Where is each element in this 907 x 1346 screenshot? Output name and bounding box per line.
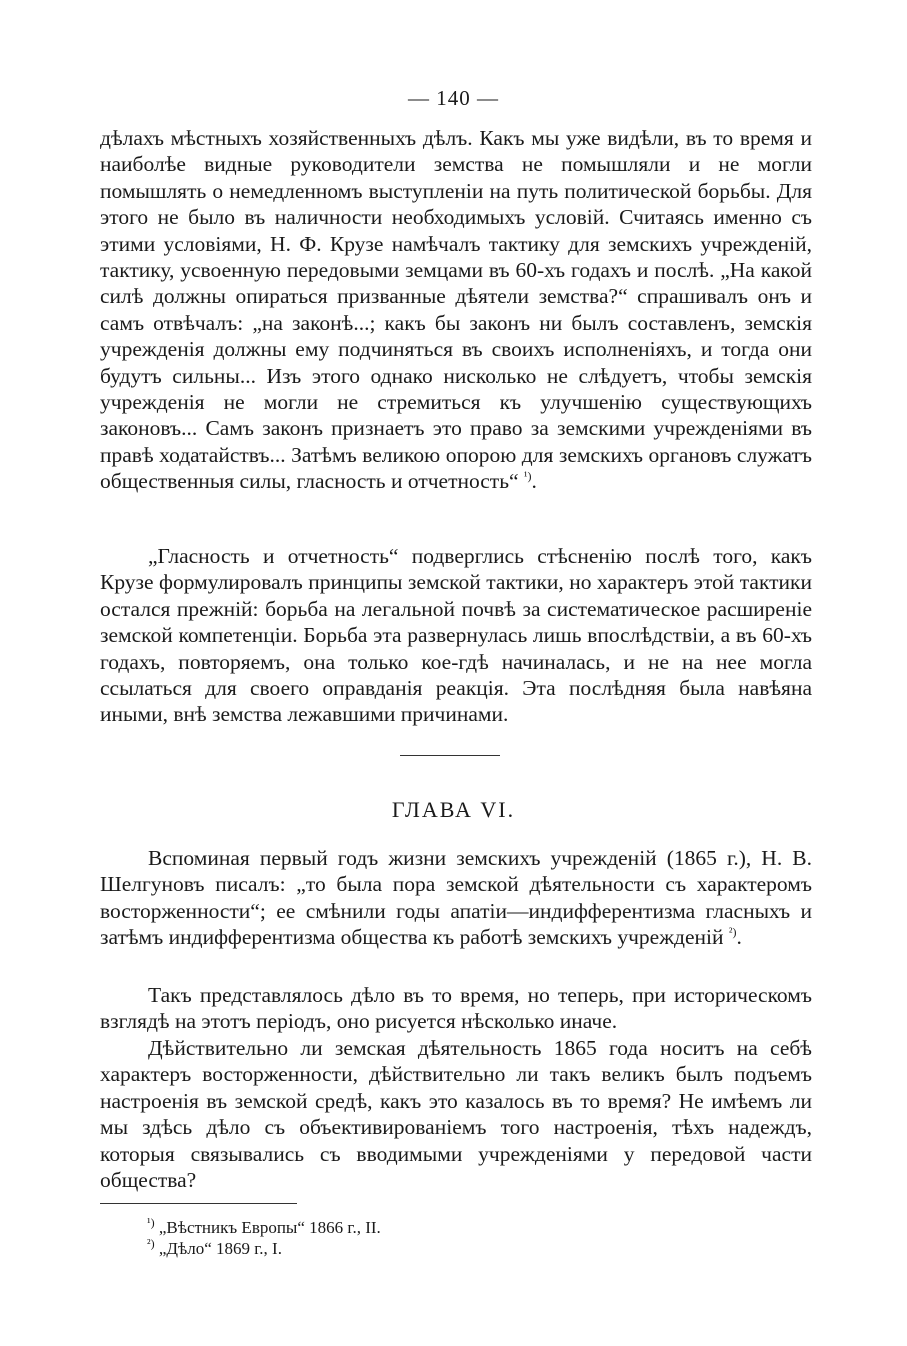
paragraph-text: Вспоминая первый годъ жизни земскихъ учрежденій (1865 г.), Н. В. Шелгуновъ писалъ: „то была пора земской дѣятельности съ характеромъ восторженности“; ее смѣнили годы апатіи—индифферентизма гласныхъ и затѣмъ индифферентизма общества къ работѣ земскихъ учрежденій — [100, 846, 812, 950]
chapter-divider — [400, 755, 500, 756]
footnote — [147, 1236, 282, 1259]
paragraph: Такъ представлялось дѣло въ то время, но теперь, при историческомъ взглядѣ на этотъ періодъ, оно рисуется нѣсколько иначе. — [100, 983, 812, 1034]
paragraph: Дѣйствительно ли земская дѣятельность 1865 года носитъ на себѣ характеръ восторженности, дѣйствительно ли такъ великъ былъ подъемъ настроенія въ земской средѣ, какъ это казалось въ то время? Не имѣемъ ли мы здѣсь дѣло съ объективированіемъ того настроенія, тѣхъ надеждъ, которыя связывались съ вводимыми учрежденіями у передовой части общества? — [100, 1036, 812, 1193]
footnote — [147, 1215, 381, 1238]
paragraph-end: . — [736, 925, 742, 950]
footnote-divider — [100, 1203, 297, 1204]
footnote-ref[interactable]: ²) — [728, 925, 737, 940]
paragraph-continued — [100, 125, 812, 495]
footnote-mark: ¹) — [147, 1215, 155, 1230]
footnote-mark: ²) — [147, 1236, 155, 1251]
paragraph: „Гласность и отчетность“ подверглись стѣсненію послѣ того, какъ Крузе формулировалъ принципы земской тактики, но характеръ этой тактики остался прежній: борьба на легальной почвѣ за систематическое расширеніе земской компетенціи. Борьба эта развернулась лишь впослѣдствіи, а въ 60-хъ годахъ, повторяемъ, она только кое-гдѣ начиналась, и не на нее могла ссылаться для своего оправданія реакція. Эта послѣдняя была навѣяна иными, внѣ земства лежавшими причинами. — [100, 544, 812, 727]
paragraph-text: дѣлахъ мѣстныхъ хозяйственныхъ дѣлъ. Какъ мы уже видѣли, въ то время и наиболѣе видные руководители земства не помышляли и не могли помышлять о немедленномъ выступленіи на путь политической борьбы. Для этого не было въ наличности необходимыхъ условій. Считаясь именно съ этими условіями, Н. Ф. Крузе намѣчалъ тактику для земскихъ учрежденій, тактику, усвоенную передовыми земцами въ 60-хъ годахъ и послѣ. „На какой силѣ должны опираться призванные дѣятели земства?“ спрашивалъ онъ и самъ отвѣчалъ: „на законѣ...; какъ бы законъ ни былъ составленъ, земскія учрежденія должны ему подчиняться въ своихъ исполненіяхъ, и тогда они будутъ сильны... Изъ этого однако нисколько не слѣдуетъ, чтобы земскія учрежденія не могли не стремиться къ улучшенію существующихъ законовъ... Самъ законъ признаетъ это право за земскими учрежденіями въ правѣ ходатайствъ... Затѣмъ великою опорою для земскихъ органовъ служатъ общественныя силы, гласность и отчетность“ — [100, 126, 812, 494]
paragraph — [100, 845, 812, 951]
chapter-title: ГЛАВА VI. — [391, 797, 516, 822]
paragraph-end: . — [531, 469, 537, 494]
footnote-ref[interactable]: ¹) — [523, 469, 532, 484]
footnote-text: „Дѣло“ 1869 г., I. — [158, 1239, 282, 1258]
page-number: — 140 — — [408, 86, 499, 110]
footnote-text: „Вѣстникъ Европы“ 1866 г., II. — [158, 1218, 381, 1237]
